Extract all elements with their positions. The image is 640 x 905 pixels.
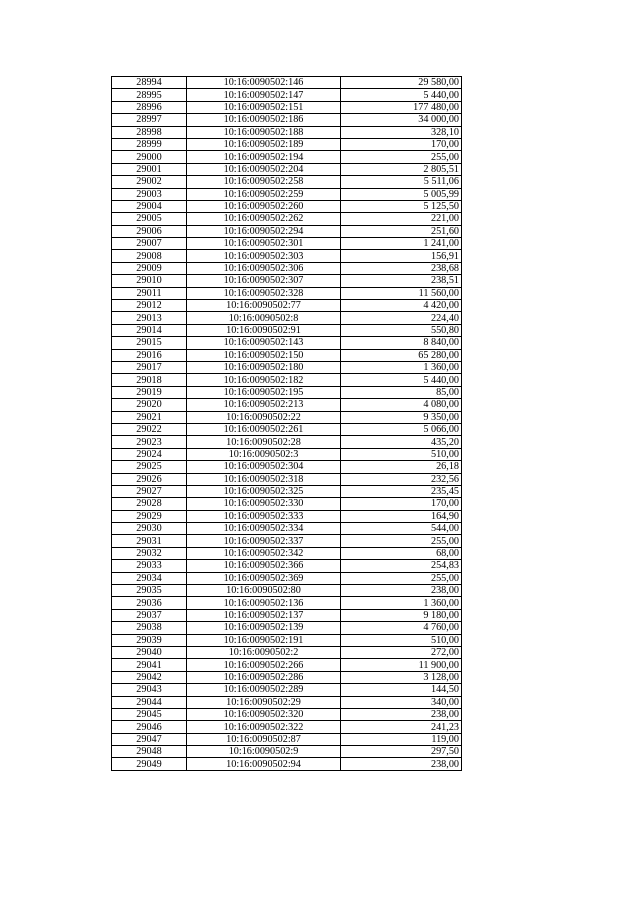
table-row <box>112 126 462 138</box>
value-cell: 510,00 <box>341 634 462 646</box>
row-number-cell: 29032 <box>112 547 187 559</box>
value-cell: 238,00 <box>341 758 462 770</box>
table-row <box>112 213 462 225</box>
value-cell: 4 760,00 <box>341 622 462 634</box>
value-cell: 238,68 <box>341 262 462 274</box>
cadastral-number-cell: 10:16:0090502:266 <box>187 659 341 671</box>
cadastral-number-cell: 10:16:0090502:136 <box>187 597 341 609</box>
table-row <box>112 114 462 126</box>
row-number-cell: 29021 <box>112 411 187 423</box>
cadastral-number-cell: 10:16:0090502:87 <box>187 733 341 745</box>
value-cell: 235,45 <box>341 485 462 497</box>
value-cell: 11 560,00 <box>341 287 462 299</box>
row-number-cell: 29043 <box>112 684 187 696</box>
value-cell: 5 511,06 <box>341 176 462 188</box>
table-row <box>112 708 462 720</box>
value-cell: 170,00 <box>341 498 462 510</box>
row-number-cell: 29015 <box>112 337 187 349</box>
value-cell: 1 360,00 <box>341 597 462 609</box>
row-number-cell: 29009 <box>112 262 187 274</box>
cadastral-number-cell: 10:16:0090502:150 <box>187 349 341 361</box>
row-number-cell: 28994 <box>112 77 187 89</box>
cadastral-number-cell: 10:16:0090502:260 <box>187 200 341 212</box>
cadastral-number-cell: 10:16:0090502:147 <box>187 89 341 101</box>
table-row <box>112 510 462 522</box>
row-number-cell: 29047 <box>112 733 187 745</box>
cadastral-number-cell: 10:16:0090502:3 <box>187 448 341 460</box>
table-row <box>112 498 462 510</box>
table-row <box>112 523 462 535</box>
table-row <box>112 411 462 423</box>
cadastral-number-cell: 10:16:0090502:188 <box>187 126 341 138</box>
value-cell: 9 180,00 <box>341 609 462 621</box>
table-row <box>112 423 462 435</box>
row-number-cell: 28999 <box>112 138 187 150</box>
table-row <box>112 659 462 671</box>
cadastral-number-cell: 10:16:0090502:328 <box>187 287 341 299</box>
row-number-cell: 29034 <box>112 572 187 584</box>
value-cell: 29 580,00 <box>341 77 462 89</box>
table-row <box>112 597 462 609</box>
value-cell: 8 840,00 <box>341 337 462 349</box>
table-body <box>112 77 462 771</box>
cadastral-number-cell: 10:16:0090502:261 <box>187 423 341 435</box>
table-row <box>112 622 462 634</box>
row-number-cell: 29012 <box>112 300 187 312</box>
value-cell: 4 420,00 <box>341 300 462 312</box>
cadastral-number-cell: 10:16:0090502:91 <box>187 324 341 336</box>
value-cell: 177 480,00 <box>341 101 462 113</box>
cadastral-number-cell: 10:16:0090502:318 <box>187 473 341 485</box>
table-row <box>112 138 462 150</box>
row-number-cell: 29049 <box>112 758 187 770</box>
value-cell: 5 440,00 <box>341 89 462 101</box>
row-number-cell: 29011 <box>112 287 187 299</box>
table-row <box>112 250 462 262</box>
cadastral-number-cell: 10:16:0090502:2 <box>187 646 341 658</box>
row-number-cell: 29029 <box>112 510 187 522</box>
cadastral-number-cell: 10:16:0090502:137 <box>187 609 341 621</box>
table-row <box>112 176 462 188</box>
cadastral-number-cell: 10:16:0090502:259 <box>187 188 341 200</box>
table-row <box>112 746 462 758</box>
cadastral-number-cell: 10:16:0090502:366 <box>187 560 341 572</box>
value-cell: 255,00 <box>341 572 462 584</box>
cadastral-number-cell: 10:16:0090502:333 <box>187 510 341 522</box>
table-row <box>112 585 462 597</box>
cadastral-number-cell: 10:16:0090502:194 <box>187 151 341 163</box>
row-number-cell: 28995 <box>112 89 187 101</box>
value-cell: 550,80 <box>341 324 462 336</box>
table-row <box>112 721 462 733</box>
row-number-cell: 29022 <box>112 423 187 435</box>
value-cell: 156,91 <box>341 250 462 262</box>
table-row <box>112 671 462 683</box>
value-cell: 238,00 <box>341 585 462 597</box>
table-row <box>112 300 462 312</box>
table-row <box>112 448 462 460</box>
table-row <box>112 535 462 547</box>
row-number-cell: 29013 <box>112 312 187 324</box>
cadastral-number-cell: 10:16:0090502:369 <box>187 572 341 584</box>
table-row <box>112 275 462 287</box>
table-row <box>112 473 462 485</box>
row-number-cell: 28996 <box>112 101 187 113</box>
row-number-cell: 29036 <box>112 597 187 609</box>
row-number-cell: 29014 <box>112 324 187 336</box>
row-number-cell: 29031 <box>112 535 187 547</box>
value-cell: 4 080,00 <box>341 399 462 411</box>
value-cell: 1 360,00 <box>341 361 462 373</box>
cadastral-number-cell: 10:16:0090502:182 <box>187 374 341 386</box>
row-number-cell: 29025 <box>112 461 187 473</box>
cadastral-number-cell: 10:16:0090502:139 <box>187 622 341 634</box>
table-row <box>112 374 462 386</box>
value-cell: 340,00 <box>341 696 462 708</box>
cadastral-number-cell: 10:16:0090502:204 <box>187 163 341 175</box>
table-row <box>112 225 462 237</box>
table-row <box>112 386 462 398</box>
row-number-cell: 29004 <box>112 200 187 212</box>
cadastral-number-cell: 10:16:0090502:258 <box>187 176 341 188</box>
table-row <box>112 436 462 448</box>
row-number-cell: 29038 <box>112 622 187 634</box>
cadastral-number-cell: 10:16:0090502:334 <box>187 523 341 535</box>
row-number-cell: 29039 <box>112 634 187 646</box>
cadastral-number-cell: 10:16:0090502:191 <box>187 634 341 646</box>
value-cell: 272,00 <box>341 646 462 658</box>
table-row <box>112 312 462 324</box>
cadastral-number-cell: 10:16:0090502:325 <box>187 485 341 497</box>
cadastral-number-cell: 10:16:0090502:289 <box>187 684 341 696</box>
table-row <box>112 101 462 113</box>
row-number-cell: 29035 <box>112 585 187 597</box>
value-cell: 5 066,00 <box>341 423 462 435</box>
value-cell: 221,00 <box>341 213 462 225</box>
cadastral-number-cell: 10:16:0090502:301 <box>187 238 341 250</box>
value-cell: 232,56 <box>341 473 462 485</box>
table-row <box>112 560 462 572</box>
cadastral-number-cell: 10:16:0090502:320 <box>187 708 341 720</box>
value-cell: 144,50 <box>341 684 462 696</box>
value-cell: 255,00 <box>341 535 462 547</box>
row-number-cell: 29037 <box>112 609 187 621</box>
table-row <box>112 349 462 361</box>
table-row <box>112 646 462 658</box>
value-cell: 9 350,00 <box>341 411 462 423</box>
cadastral-number-cell: 10:16:0090502:29 <box>187 696 341 708</box>
cadastral-number-cell: 10:16:0090502:9 <box>187 746 341 758</box>
value-cell: 241,23 <box>341 721 462 733</box>
row-number-cell: 29042 <box>112 671 187 683</box>
table-row <box>112 324 462 336</box>
value-cell: 5 005,99 <box>341 188 462 200</box>
row-number-cell: 29028 <box>112 498 187 510</box>
value-cell: 5 125,50 <box>341 200 462 212</box>
value-cell: 5 440,00 <box>341 374 462 386</box>
value-cell: 65 280,00 <box>341 349 462 361</box>
cadastral-number-cell: 10:16:0090502:306 <box>187 262 341 274</box>
table-row <box>112 163 462 175</box>
table-row <box>112 89 462 101</box>
value-cell: 1 241,00 <box>341 238 462 250</box>
cadastral-number-cell: 10:16:0090502:22 <box>187 411 341 423</box>
cadastral-number-cell: 10:16:0090502:303 <box>187 250 341 262</box>
row-number-cell: 29026 <box>112 473 187 485</box>
table-row <box>112 262 462 274</box>
table-row <box>112 572 462 584</box>
cadastral-number-cell: 10:16:0090502:342 <box>187 547 341 559</box>
table-row <box>112 151 462 163</box>
value-cell: 255,00 <box>341 151 462 163</box>
table-row <box>112 461 462 473</box>
value-cell: 238,00 <box>341 708 462 720</box>
cadastral-number-cell: 10:16:0090502:80 <box>187 585 341 597</box>
cadastral-number-cell: 10:16:0090502:262 <box>187 213 341 225</box>
table-row <box>112 609 462 621</box>
row-number-cell: 29044 <box>112 696 187 708</box>
cadastral-number-cell: 10:16:0090502:330 <box>187 498 341 510</box>
cadastral-number-cell: 10:16:0090502:146 <box>187 77 341 89</box>
row-number-cell: 29020 <box>112 399 187 411</box>
value-cell: 224,40 <box>341 312 462 324</box>
table-row <box>112 399 462 411</box>
row-number-cell: 29024 <box>112 448 187 460</box>
table-row <box>112 200 462 212</box>
cadastral-number-cell: 10:16:0090502:180 <box>187 361 341 373</box>
cadastral-number-cell: 10:16:0090502:186 <box>187 114 341 126</box>
value-cell: 85,00 <box>341 386 462 398</box>
cadastral-value-table <box>111 76 462 771</box>
table-row <box>112 361 462 373</box>
value-cell: 34 000,00 <box>341 114 462 126</box>
table-row <box>112 547 462 559</box>
row-number-cell: 29046 <box>112 721 187 733</box>
row-number-cell: 29001 <box>112 163 187 175</box>
value-cell: 26,18 <box>341 461 462 473</box>
value-cell: 251,60 <box>341 225 462 237</box>
row-number-cell: 28997 <box>112 114 187 126</box>
row-number-cell: 29048 <box>112 746 187 758</box>
row-number-cell: 29007 <box>112 238 187 250</box>
table-row <box>112 696 462 708</box>
cadastral-number-cell: 10:16:0090502:77 <box>187 300 341 312</box>
row-number-cell: 29018 <box>112 374 187 386</box>
row-number-cell: 29017 <box>112 361 187 373</box>
row-number-cell: 29023 <box>112 436 187 448</box>
table-row <box>112 684 462 696</box>
value-cell: 119,00 <box>341 733 462 745</box>
row-number-cell: 29030 <box>112 523 187 535</box>
value-cell: 2 805,51 <box>341 163 462 175</box>
row-number-cell: 29006 <box>112 225 187 237</box>
cadastral-number-cell: 10:16:0090502:151 <box>187 101 341 113</box>
row-number-cell: 29045 <box>112 708 187 720</box>
row-number-cell: 29027 <box>112 485 187 497</box>
value-cell: 544,00 <box>341 523 462 535</box>
value-cell: 11 900,00 <box>341 659 462 671</box>
table-row <box>112 77 462 89</box>
cadastral-number-cell: 10:16:0090502:286 <box>187 671 341 683</box>
table-row <box>112 238 462 250</box>
row-number-cell: 29002 <box>112 176 187 188</box>
cadastral-number-cell: 10:16:0090502:94 <box>187 758 341 770</box>
row-number-cell: 29008 <box>112 250 187 262</box>
cadastral-number-cell: 10:16:0090502:213 <box>187 399 341 411</box>
value-cell: 68,00 <box>341 547 462 559</box>
table-row <box>112 634 462 646</box>
value-cell: 297,50 <box>341 746 462 758</box>
cadastral-number-cell: 10:16:0090502:304 <box>187 461 341 473</box>
table-row <box>112 733 462 745</box>
row-number-cell: 29005 <box>112 213 187 225</box>
cadastral-number-cell: 10:16:0090502:195 <box>187 386 341 398</box>
cadastral-number-cell: 10:16:0090502:189 <box>187 138 341 150</box>
value-cell: 328,10 <box>341 126 462 138</box>
row-number-cell: 29041 <box>112 659 187 671</box>
row-number-cell: 29016 <box>112 349 187 361</box>
cadastral-number-cell: 10:16:0090502:8 <box>187 312 341 324</box>
cadastral-number-cell: 10:16:0090502:143 <box>187 337 341 349</box>
value-cell: 435,20 <box>341 436 462 448</box>
row-number-cell: 29019 <box>112 386 187 398</box>
row-number-cell: 29000 <box>112 151 187 163</box>
value-cell: 238,51 <box>341 275 462 287</box>
row-number-cell: 28998 <box>112 126 187 138</box>
value-cell: 170,00 <box>341 138 462 150</box>
table-row <box>112 337 462 349</box>
table-row <box>112 758 462 770</box>
value-cell: 3 128,00 <box>341 671 462 683</box>
cadastral-number-cell: 10:16:0090502:28 <box>187 436 341 448</box>
row-number-cell: 29040 <box>112 646 187 658</box>
row-number-cell: 29033 <box>112 560 187 572</box>
table-row <box>112 188 462 200</box>
cadastral-number-cell: 10:16:0090502:322 <box>187 721 341 733</box>
value-cell: 510,00 <box>341 448 462 460</box>
table-row <box>112 287 462 299</box>
value-cell: 254,83 <box>341 560 462 572</box>
table-row <box>112 485 462 497</box>
value-cell: 164,90 <box>341 510 462 522</box>
cadastral-number-cell: 10:16:0090502:337 <box>187 535 341 547</box>
cadastral-number-cell: 10:16:0090502:307 <box>187 275 341 287</box>
row-number-cell: 29010 <box>112 275 187 287</box>
row-number-cell: 29003 <box>112 188 187 200</box>
cadastral-number-cell: 10:16:0090502:294 <box>187 225 341 237</box>
